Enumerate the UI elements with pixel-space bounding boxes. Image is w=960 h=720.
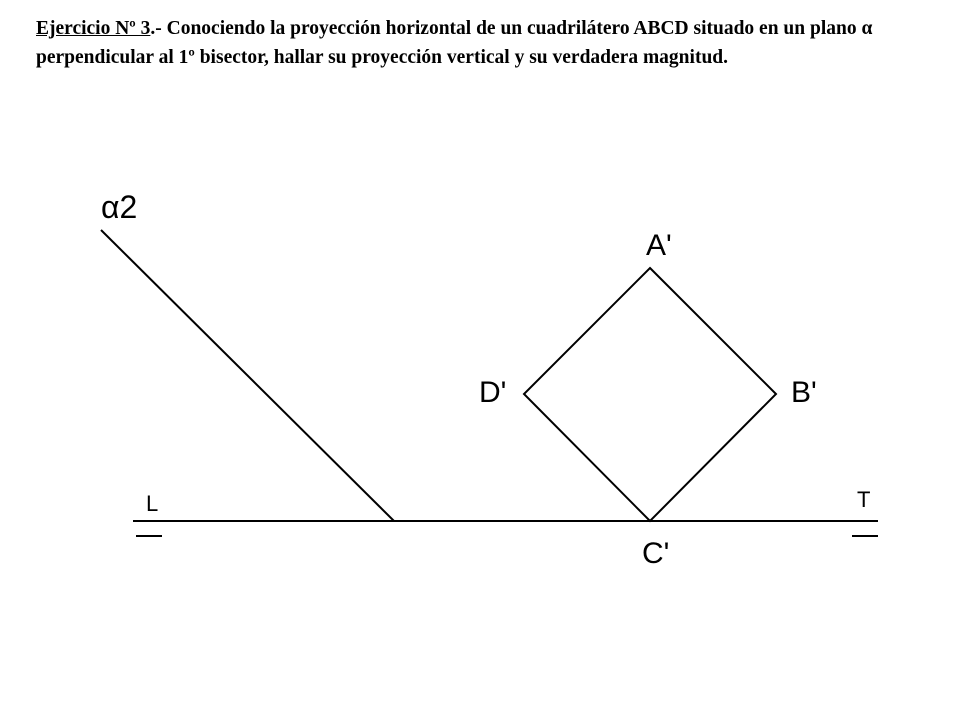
vertex-label-b: B' (791, 376, 817, 409)
plane-vertical-trace (101, 230, 394, 521)
ground-line-label-right: T (857, 487, 871, 512)
quadrilateral-vertical-projection (524, 268, 776, 521)
vertex-label-a: A' (646, 229, 672, 262)
plane-trace-label: α2 (101, 189, 138, 225)
exercise-text: .- Conociendo la proyección horizontal de un cuadrilátero ABCD situado en un plano α perpendicular al 1º bisector, hallar su proyección vertical y su verdadera magnitud. (36, 18, 873, 68)
vertex-label-d: D' (479, 376, 507, 409)
exercise-number: Ejercicio Nº 3 (36, 18, 151, 39)
ground-line-label-left: L (146, 491, 159, 516)
vertex-label-c: C' (642, 537, 670, 570)
